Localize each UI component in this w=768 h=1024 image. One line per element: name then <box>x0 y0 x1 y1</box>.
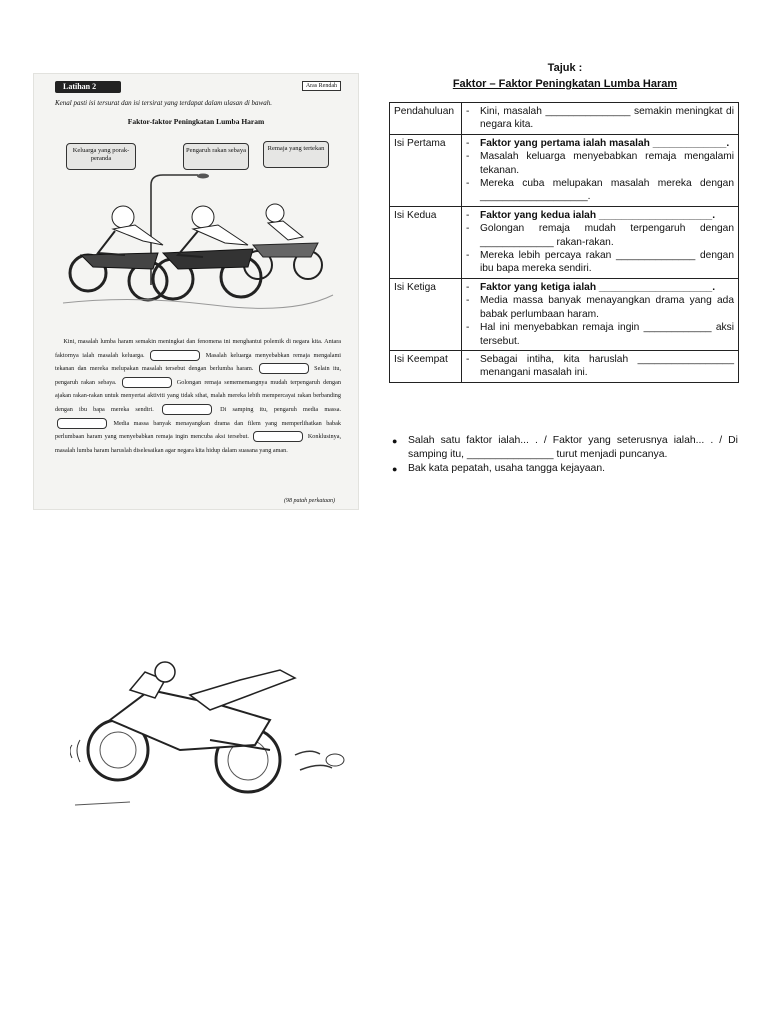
point-text: Faktor yang kedua ialah ____________________. <box>480 209 716 221</box>
outline-point <box>466 353 734 380</box>
paragraph-sentence: Media massa banyak menayangkan drama dan filem yang memperlihatkan babak perlumbaan haram yang menyebabkan remaja ingin mencuba aksi tersebut. <box>55 419 341 441</box>
factor-box-peers: Pengaruh rakan sebaya <box>183 143 249 170</box>
outline-point <box>466 137 734 150</box>
point-text: Masalah keluarga menyebabkan remaja mengalami tekanan. <box>480 151 734 176</box>
outline-point <box>466 177 734 204</box>
point-text: Mereka lebih percaya rakan ______________ dengan ibu bapa mereka sendiri. <box>480 250 734 275</box>
list-item: ● Salah satu faktor ialah... . / Faktor yang seterusnya ialah... . / Di samping itu, _______________ turut menjadi puncanya. <box>392 435 738 460</box>
bullet-icon: ● <box>392 464 398 474</box>
table-row <box>390 103 739 135</box>
dash-marker: - <box>466 137 470 149</box>
point-text: Golongan remaja mudah terpengaruh dengan _____________ rakan-rakan. <box>480 223 734 248</box>
outline-point <box>466 249 734 276</box>
outline-point <box>466 281 734 294</box>
point-text: Mereka cuba melupakan masalah mereka dengan ___________________. <box>480 178 734 203</box>
outline-point <box>466 321 734 348</box>
paragraph-sentence: Golongan remaja semememangnya mudah terpengaruh dengan ajakan rakan-rakan untuk menyertai aktiviti yang tidak sihat, malah mereka lebih mempercayai rakan berbanding dengan ibu bapa mereka sendiri. <box>55 378 341 413</box>
section-points <box>462 278 739 350</box>
essay-outline-table <box>389 102 739 383</box>
exercise-badge: Latihan 2 <box>55 81 121 93</box>
dash-marker: - <box>466 281 470 293</box>
paragraph-sentence: Masalah keluarga menyebabkan remaja mengalami tekanan dan mereka melupakan masalah tersebut dengan berlumba haram. <box>55 351 341 373</box>
outline-point <box>466 294 734 321</box>
dash-marker: - <box>466 209 470 221</box>
point-text: Media massa banyak menayangkan drama yang ada babak perlumbaan haram. <box>480 295 734 320</box>
section-label: Isi Pertama <box>390 134 462 206</box>
factor-box-stress: Remaja yang tertekan <box>263 141 329 168</box>
scanned-worksheet <box>33 73 359 510</box>
section-points <box>462 206 739 278</box>
section-label: Pendahuluan <box>390 103 462 135</box>
point-text: Kini, masalah _______________ semakin meningkat di negara kita. <box>480 106 734 131</box>
section-points <box>462 134 739 206</box>
answer-blank <box>122 377 172 388</box>
answer-blank <box>259 363 309 374</box>
point-text: Faktor yang ketiga ialah ____________________. <box>480 281 716 293</box>
section-points <box>462 350 739 382</box>
worksheet-instruction: Kenal pasti isi tersurat dan isi tersirat yang terdapat dalam ulasan di bawah. <box>55 99 272 107</box>
bullet-icon: ● <box>392 436 398 446</box>
outline-point <box>466 105 734 132</box>
section-points <box>462 103 739 135</box>
dash-marker: - <box>466 178 470 190</box>
dash-marker: - <box>466 353 470 365</box>
dash-marker: - <box>466 295 470 307</box>
factor-box-family: Keluarga yang porak-peranda <box>66 143 136 170</box>
answer-blank <box>253 431 303 442</box>
paragraph-sentence: Di samping itu, pengaruh media massa. <box>220 405 341 413</box>
table-row <box>390 134 739 206</box>
outline-point <box>466 150 734 177</box>
level-tag: Aras Rendah <box>302 81 341 91</box>
table-row <box>390 206 739 278</box>
section-label: Isi Kedua <box>390 206 462 278</box>
heading-title: Faktor – Faktor Peningkatan Lumba Haram <box>452 78 678 90</box>
essay-heading <box>392 60 738 92</box>
table-row <box>390 350 739 382</box>
dash-marker: - <box>466 106 470 117</box>
answer-blank <box>150 350 200 361</box>
paragraph-sentence: Selain itu, pengaruh rakan sebaya. <box>55 365 342 386</box>
dash-marker: - <box>466 250 470 262</box>
section-label: Isi Ketiga <box>390 278 462 350</box>
dash-marker: - <box>466 151 470 163</box>
list-item: ● Bak kata pepatah, usaha tangga kejayaan. <box>392 463 605 474</box>
word-count: (98 patah perkataan) <box>284 498 335 504</box>
table-row <box>390 278 739 350</box>
point-text: Sebagai intiha, kita haruslah _________________ menangani masalah ini. <box>480 353 734 379</box>
answer-blank <box>57 418 107 429</box>
heading-label: Tajuk : <box>547 62 583 74</box>
motorcycle-riders-illustration <box>53 145 343 315</box>
dash-marker: - <box>466 223 470 235</box>
paragraph-sentence: Kini, masalah lumba haram semakin meningkat dan fenomena ini menghantui polemik di negara kita. Antara faktornya ialah masalah keluarga. <box>55 338 341 359</box>
point-text: Faktor yang pertama ialah masalah _____________. <box>480 137 730 149</box>
dash-marker: - <box>466 322 470 334</box>
worksheet-paragraph <box>55 335 341 457</box>
answer-blank <box>162 404 212 415</box>
outline-point <box>466 209 734 222</box>
worksheet-title: Faktor-faktor Peningkatan Lumba Haram <box>127 117 265 126</box>
paragraph-sentence: Konklusinya, masalah lumba haram haruslah diselesaikan agar negara kita hidup dalam suasana yang aman. <box>55 433 342 454</box>
point-text: Hal ini menyebabkan remaja ingin ____________ aksi tersebut. <box>480 322 734 347</box>
outline-point <box>466 222 734 249</box>
bullet-list <box>392 434 738 476</box>
stunt-rider-illustration <box>70 650 350 825</box>
section-label: Isi Keempat <box>390 350 462 382</box>
